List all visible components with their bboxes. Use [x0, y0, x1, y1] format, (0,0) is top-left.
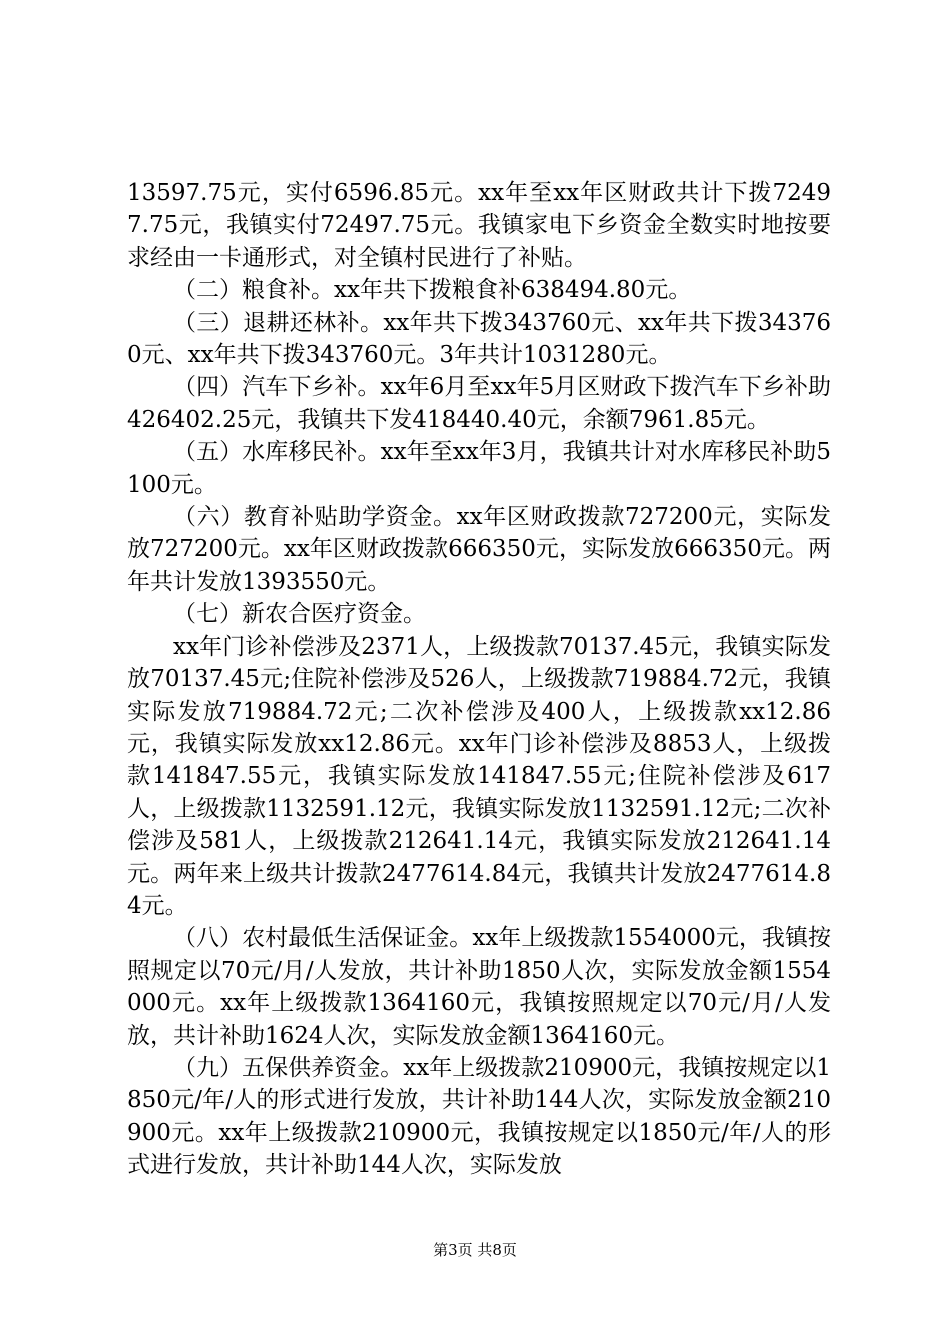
- paragraph-4: （四）汽车下乡补。xx年6月至xx年5月区财政下拨汽车下乡补助426402.25元，我镇共下发418440.40元，余额7961.85元。: [127, 374, 831, 433]
- paragraph-2: （二）粮食补。xx年共下拨粮食补638494.80元。: [173, 277, 692, 304]
- paragraph-3: （三）退耕还林补。xx年共下拨343760元、xx年共下拨343760元、xx年共下拨343760元。3年共计1031280元。: [127, 309, 831, 369]
- paragraph-7: （七）新农合医疗资金。: [173, 601, 426, 628]
- paragraph-1: 13597.75元，实付6596.85元。xx年至xx年区财政共计下拨72497.75元，我镇实付72497.75元。我镇家电下乡资金全数实时地按要求经由一卡通形式，对全镇村民进行了补贴。: [127, 180, 831, 271]
- paragraph-8: xx年门诊补偿涉及2371人，上级拨款70137.45元，我镇实际发放70137.45元;住院补偿涉及526人，上级拨款719884.72元，我镇实际发放719884.72元;二次补偿涉及400人，上级拨款xx12.86元，我镇实际发放xx12.86元。xx年门诊补偿涉及8853人，上级拨款141847.55元，我镇实际发放141847.55元;住院补偿涉及617人，上级拨款1132591.12元，我镇实际发放1132591.12元;二次补偿涉及581人，上级拨款212641.14元，我镇实际发放212641.14元。两年来上级共计拨款2477614.84元，我镇共计发放2477614.84元。: [127, 633, 831, 919]
- paragraph-5: （五）水库移民补。xx年至xx年3月，我镇共计对水库移民补助5100元。: [127, 439, 831, 498]
- document-body: [127, 177, 831, 1182]
- paragraph-9: （八）农村最低生活保证金。xx年上级拨款1554000元，我镇按照规定以70元/月/人发放，共计补助1850人次，实际发放金额1554000元。xx年上级拨款1364160元，我镇按照规定以70元/月/人发放，共计补助1624人次，实际发放金额1364160元。: [127, 925, 831, 1049]
- page-footer: 第3页 共8页: [433, 1241, 517, 1259]
- paragraph-6: （六）教育补贴助学资金。xx年区财政拨款727200元，实际发放727200元。xx年区财政拨款666350元，实际发放666350元。两年共计发放1393550元。: [127, 504, 831, 595]
- paragraph-10: （九）五保供养资金。xx年上级拨款210900元，我镇按规定以1850元/年/人的形式进行发放，共计补助144人次，实际发放金额210900元。xx年上级拨款210900元，我镇按规定以1850元/年/人的形式进行发放，共计补助144人次，实际发放: [127, 1054, 831, 1179]
